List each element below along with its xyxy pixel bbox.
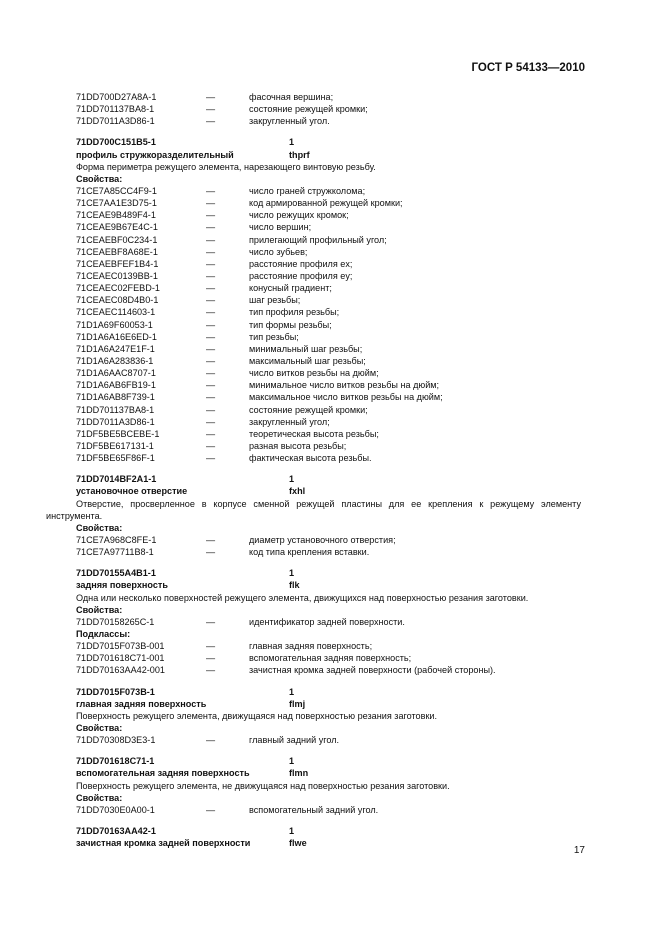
property-code: 71CE7A85CC4F9-1 xyxy=(76,186,157,197)
entry-name: задняя поверхность xyxy=(76,580,168,591)
property-text: теоретическая высота резьбы; xyxy=(249,428,379,439)
entry-number: 1 xyxy=(289,474,295,485)
property-text: закругленный угол; xyxy=(249,416,330,427)
property-code: 71CEAEC0139BB-1 xyxy=(76,271,158,281)
entry-name: вспомогательная задняя поверхность xyxy=(76,768,250,779)
property-code: 71CEAE9B67E4C-1 xyxy=(76,222,158,233)
entry-section xyxy=(76,567,581,676)
dash: — xyxy=(206,453,216,464)
entry-code: 71DD70155A4B1-1 xyxy=(76,568,156,579)
property-code: 71DF5BE5BCEBE-1 xyxy=(76,428,160,439)
entry-code-row xyxy=(76,825,581,837)
property-text: число вершин; xyxy=(249,222,312,233)
property-text: фасочная вершина; xyxy=(249,92,334,102)
dash: — xyxy=(206,198,216,209)
property-code: 71CEAE9B489F4-1 xyxy=(76,210,156,221)
property-code: 71CE7A97711B8-1 xyxy=(76,547,154,558)
entry-number: 1 xyxy=(289,568,295,579)
dash: — xyxy=(206,258,216,269)
entry-name: установочное отверстие xyxy=(76,486,188,497)
property-row xyxy=(76,404,581,416)
entry-number: 1 xyxy=(289,686,295,697)
property-row xyxy=(76,534,581,546)
subclass-row xyxy=(76,664,581,676)
dash: — xyxy=(206,392,216,403)
subclass-text: зачистная кромка задней поверхности (рабочей стороны). xyxy=(249,665,496,676)
entry-description: Поверхность режущего элемента, движущаяся над поверхностью резания заготовки. xyxy=(76,710,438,721)
entry-section xyxy=(76,686,581,747)
property-text: число режущих кромок; xyxy=(249,210,349,221)
property-row xyxy=(76,91,581,103)
subclass-text: вспомогательная задняя поверхность; xyxy=(249,653,412,664)
entry-description: Одна или несколько поверхностей режущего элемента, движущихся над поверхностью резания заготовки. xyxy=(76,592,529,603)
property-row xyxy=(76,804,581,816)
property-row xyxy=(76,246,581,258)
properties-label: Свойства: xyxy=(76,522,123,533)
property-text: прилегающий профильный угол; xyxy=(249,234,387,245)
property-text: расстояние профиля ey; xyxy=(249,271,353,281)
property-text: тип профиля резьбы; xyxy=(249,307,340,318)
entry-number: 1 xyxy=(289,826,295,837)
property-row xyxy=(76,379,581,391)
page-header: ГОСТ Р 54133—2010 xyxy=(471,62,585,74)
entry-abbreviation: fxhl xyxy=(289,486,306,497)
property-code: 71D1A6A16E6ED-1 xyxy=(76,331,157,342)
entry-code-row xyxy=(76,567,581,579)
dash: — xyxy=(206,641,216,652)
subclass-row xyxy=(76,652,581,664)
property-code: 71D1A6AB6FB19-1 xyxy=(76,380,156,391)
property-code: 71DD70158265C-1 xyxy=(76,616,155,627)
property-text: максимальный шаг резьбы; xyxy=(249,355,366,366)
dash: — xyxy=(206,295,216,306)
property-row xyxy=(76,234,581,246)
dash: — xyxy=(206,616,216,627)
property-row xyxy=(76,258,581,270)
property-row xyxy=(76,270,581,282)
dash: — xyxy=(206,380,216,391)
entry-code: 71DD700C151B5-1 xyxy=(76,137,156,148)
property-row xyxy=(76,319,581,331)
entry-number: 1 xyxy=(289,137,295,148)
property-text: вспомогательный задний угол. xyxy=(249,804,379,815)
dash: — xyxy=(206,319,216,330)
dash: — xyxy=(206,735,216,746)
property-code: 71D1A6A283836-1 xyxy=(76,355,154,366)
entry-abbreviation: flmj xyxy=(289,698,306,709)
property-row xyxy=(76,103,581,115)
dash: — xyxy=(206,186,216,197)
property-code: 71CEAEBFEF1B4-1 xyxy=(76,258,159,269)
property-text: состояние режущей кромки; xyxy=(249,404,368,415)
subclass-code: 71DD701618C71-001 xyxy=(76,653,165,664)
property-text: расстояние профиля ex; xyxy=(249,258,353,269)
property-code: 71DD700D27A8A-1 xyxy=(76,92,157,102)
entry-section xyxy=(46,473,581,558)
subclass-text: главная задняя поверхность; xyxy=(249,641,373,652)
dash: — xyxy=(206,653,216,664)
entry-code: 71DD7014BF2A1-1 xyxy=(76,474,157,485)
property-row xyxy=(76,616,581,628)
property-text: диаметр установочного отверстия; xyxy=(249,535,396,545)
dash: — xyxy=(206,92,216,102)
property-text: тип резьбы; xyxy=(249,331,299,342)
property-text: код армированной режущей кромки; xyxy=(249,198,403,209)
property-row xyxy=(76,343,581,355)
entry-code-row xyxy=(76,473,581,485)
subclass-code: 71DD7015F073B-001 xyxy=(76,641,165,652)
entry-name-row xyxy=(76,837,581,849)
property-code: 71D1A6AB8F739-1 xyxy=(76,392,155,403)
property-code: 71CEAEBF8A68E-1 xyxy=(76,246,158,257)
property-row xyxy=(76,355,581,367)
dash: — xyxy=(206,355,216,366)
property-row xyxy=(76,391,581,403)
entry-number: 1 xyxy=(289,756,295,767)
entry-name-row xyxy=(76,579,581,591)
entry-name-row xyxy=(76,485,581,497)
property-row xyxy=(76,282,581,294)
entry-abbreviation: flwe xyxy=(289,838,307,849)
property-row xyxy=(76,306,581,318)
property-row xyxy=(76,197,581,209)
property-code: 71D1A6A247E1F-1 xyxy=(76,343,155,354)
subclass-row xyxy=(76,640,581,652)
entry-abbreviation: thprf xyxy=(289,149,310,160)
property-row xyxy=(76,428,581,440)
property-text: фактическая высота резьбы. xyxy=(249,453,372,464)
entry-name-row xyxy=(76,698,581,710)
entry-name-row xyxy=(76,767,581,779)
property-row xyxy=(76,440,581,452)
properties-label: Свойства: xyxy=(76,723,123,734)
entry-name: главная задняя поверхность xyxy=(76,698,207,709)
property-text: код типа крепления вставки. xyxy=(249,547,370,558)
dash: — xyxy=(206,104,216,115)
page-number: 17 xyxy=(573,845,585,856)
entry-description: Отверстие, просверленное в корпусе сменной режущей пластины для ее крепления к режущему элементу инструмента. xyxy=(46,498,581,521)
property-text: состояние режущей кромки; xyxy=(249,104,368,115)
dash: — xyxy=(206,440,216,451)
subclasses-label: Подклассы: xyxy=(76,629,131,640)
property-code: 71DD70308D3E3-1 xyxy=(76,735,156,746)
property-code: 71CE7A968C8FE-1 xyxy=(76,535,157,545)
dash: — xyxy=(206,416,216,427)
entry-description: Форма периметра режущего элемента, нарезающего винтовую резьбу. xyxy=(76,161,376,172)
dash: — xyxy=(206,404,216,415)
entry-code-row xyxy=(76,755,581,767)
property-text: число граней стружколома; xyxy=(249,186,366,197)
property-code: 71D1A6AAC8707-1 xyxy=(76,368,156,379)
property-text: шаг резьбы; xyxy=(249,295,301,306)
dash: — xyxy=(206,307,216,318)
property-code: 71DD7011A3D86-1 xyxy=(76,116,155,127)
property-text: число зубьев; xyxy=(249,246,308,257)
property-text: максимальное число витков резьбы на дюйм; xyxy=(249,392,443,403)
entry-name: профиль стружкоразделительный xyxy=(76,149,234,160)
property-row xyxy=(76,416,581,428)
property-text: тип формы резьбы; xyxy=(249,319,332,330)
property-row xyxy=(76,115,581,127)
property-code: 71DF5BE65F86F-1 xyxy=(76,453,155,464)
subclass-code: 71DD70163AA42-001 xyxy=(76,665,165,676)
dash: — xyxy=(206,271,216,281)
dash: — xyxy=(206,210,216,221)
dash: — xyxy=(206,283,216,294)
entry-code: 71DD70163AA42-1 xyxy=(76,826,156,837)
entry-description: Поверхность режущего элемента, не движущаяся над поверхностью резания заготовки. xyxy=(76,780,450,791)
property-code: 71DF5BE617131-1 xyxy=(76,440,154,451)
property-text: главный задний угол. xyxy=(249,735,340,746)
property-row xyxy=(76,452,581,464)
property-code: 71CEAEC08D4B0-1 xyxy=(76,295,159,306)
property-code: 71D1A69F60053-1 xyxy=(76,319,153,330)
property-text: минимальный шаг резьбы; xyxy=(249,343,363,354)
entry-code-row xyxy=(76,136,581,148)
properties-label: Свойства: xyxy=(76,604,123,615)
property-text: закругленный угол. xyxy=(249,116,330,127)
property-row xyxy=(76,294,581,306)
property-row xyxy=(76,185,581,197)
property-code: 71CEAEBF0C234-1 xyxy=(76,234,158,245)
entry-section xyxy=(76,91,581,127)
property-code: 71DD701137BA8-1 xyxy=(76,404,155,415)
dash: — xyxy=(206,116,216,127)
property-code: 71CEAEC02FEBD-1 xyxy=(76,283,160,294)
entry-section xyxy=(76,136,581,464)
property-row xyxy=(76,734,581,746)
property-code: 71DD7030E0A00-1 xyxy=(76,804,155,815)
dash: — xyxy=(206,246,216,257)
property-text: число витков резьбы на дюйм; xyxy=(249,368,379,379)
entry-name-row xyxy=(76,149,581,161)
entry-code: 71DD701618C71-1 xyxy=(76,756,155,767)
property-row xyxy=(76,209,581,221)
property-row xyxy=(76,221,581,233)
properties-label: Свойства: xyxy=(76,792,123,803)
property-row xyxy=(76,546,581,558)
document-body xyxy=(46,91,581,849)
entry-abbreviation: flk xyxy=(289,580,300,591)
dash: — xyxy=(206,428,216,439)
dash: — xyxy=(206,343,216,354)
property-code: 71CE7AA1E3D75-1 xyxy=(76,198,157,209)
dash: — xyxy=(206,331,216,342)
dash: — xyxy=(206,804,216,815)
entry-abbreviation: flmn xyxy=(289,768,309,779)
property-text: разная высота резьбы; xyxy=(249,440,347,451)
dash: — xyxy=(206,535,216,545)
property-text: конусный градиент; xyxy=(249,283,332,294)
properties-label: Свойства: xyxy=(76,173,123,184)
dash: — xyxy=(206,547,216,558)
property-code: 71CEAEC114603-1 xyxy=(76,307,156,318)
entry-code: 71DD7015F073B-1 xyxy=(76,686,155,697)
entry-code-row xyxy=(76,686,581,698)
property-row xyxy=(76,331,581,343)
dash: — xyxy=(206,665,216,676)
property-text: минимальное число витков резьбы на дюйм; xyxy=(249,380,440,391)
property-text: идентификатор задней поверхности. xyxy=(249,616,405,627)
property-code: 71DD7011A3D86-1 xyxy=(76,416,155,427)
entry-name: зачистная кромка задней поверхности xyxy=(76,838,251,849)
dash: — xyxy=(206,368,216,379)
property-row xyxy=(76,367,581,379)
dash: — xyxy=(206,234,216,245)
property-code: 71DD701137BA8-1 xyxy=(76,104,155,115)
dash: — xyxy=(206,222,216,233)
entry-section xyxy=(76,755,581,816)
entry-section xyxy=(76,825,581,849)
